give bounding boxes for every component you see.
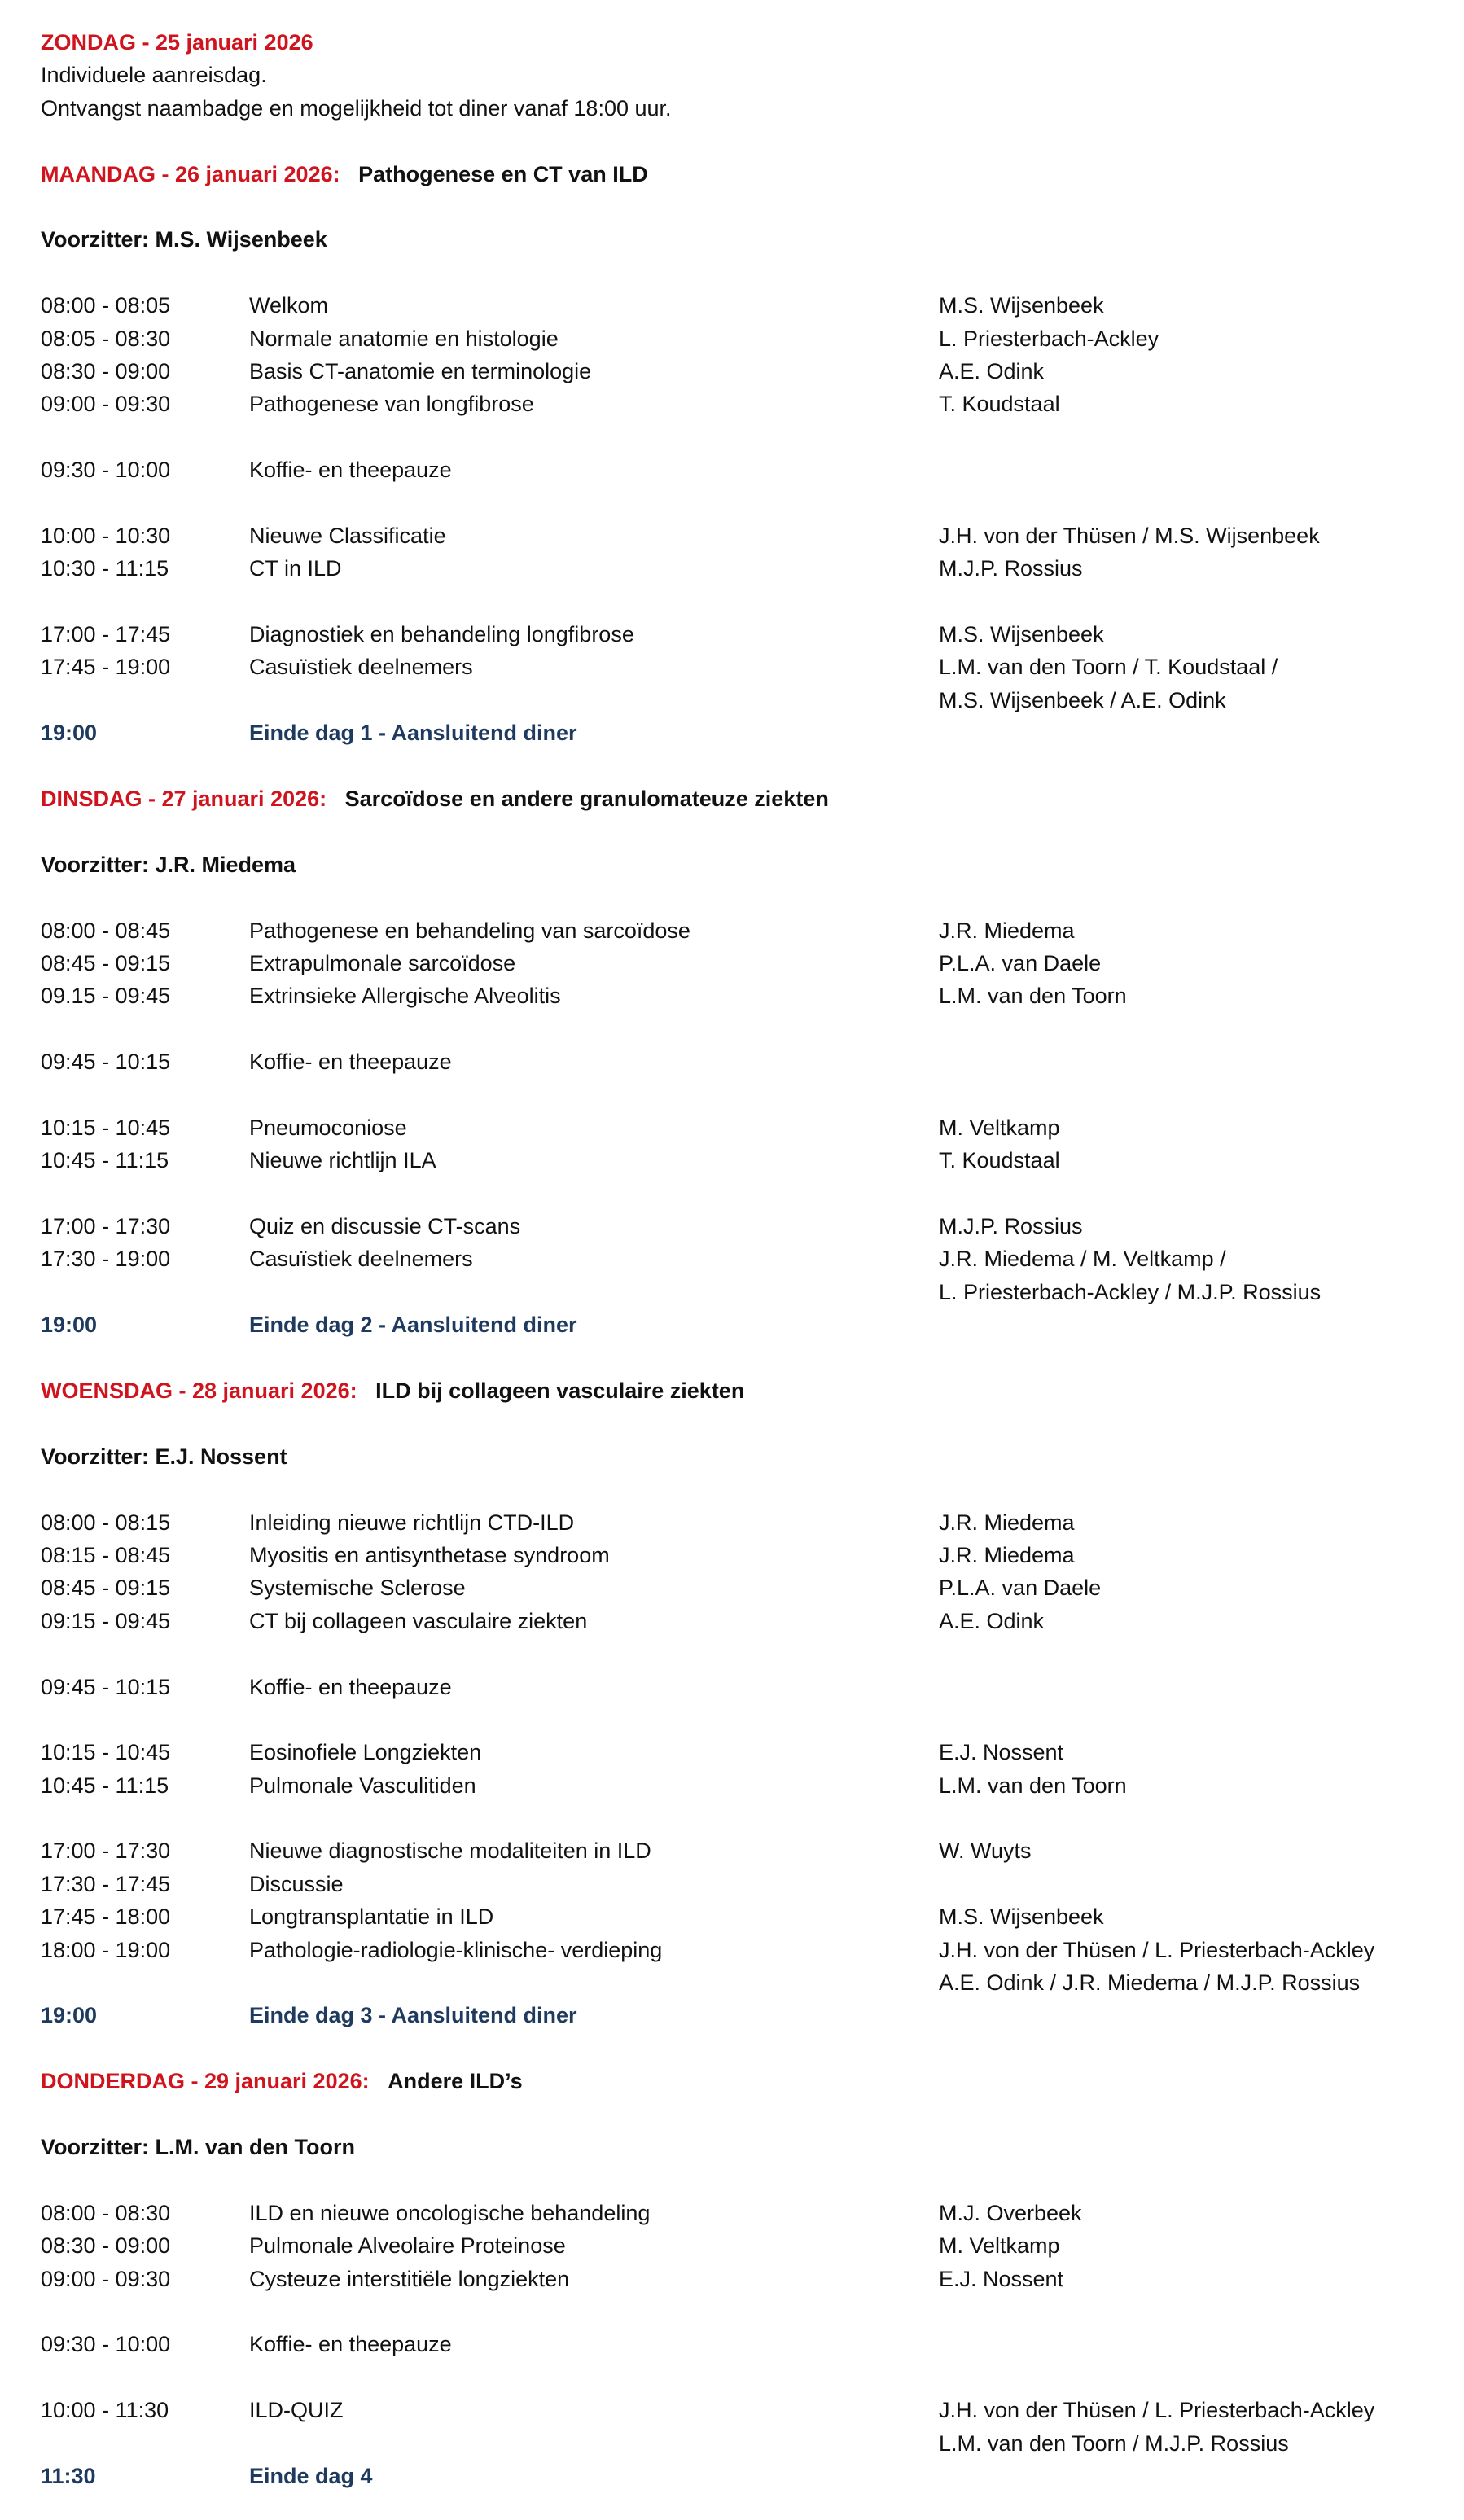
end-time: 11:30 [41,2463,96,2488]
end-label: Einde dag 3 - Aansluitend diner [249,2003,577,2028]
speaker: J.R. Miedema [939,1510,1075,1535]
session-title: Pneumoconiose [249,1115,407,1140]
spacer [41,1407,1425,1440]
schedule-row [41,914,1425,947]
spacer [41,1802,1425,1834]
chair: Voorzitter: J.R. Miedema [41,852,296,877]
time-slot: 08:00 - 08:45 [41,918,171,943]
speaker: J.H. von der Thüsen / M.S. Wijsenbeek [939,523,1320,548]
time-slot: 09:30 - 10:00 [41,2332,171,2357]
speaker: L.M. van den Toorn [939,1773,1127,1798]
speaker: M.J.P. Rossius [939,1214,1083,1239]
schedule-row [41,1966,1425,1999]
schedule-row [41,1242,1425,1275]
schedule-row [41,289,1425,322]
speaker: E.J. Nossent [939,2266,1064,2291]
schedule-row [41,1868,1425,1900]
day-date: MAANDAG - 26 januari 2026: [41,161,340,186]
speaker: L. Priesterbach-Ackley / M.J.P. Rossius [939,1279,1322,1304]
day-end-row [41,1999,1425,2031]
speaker: P.L.A. van Daele [939,950,1102,975]
speaker: E.J. Nossent [939,1740,1064,1765]
spacer [41,1013,1425,1045]
day-end-row [41,2460,1425,2492]
speaker: W. Wuyts [939,1839,1032,1864]
time-slot: 08:05 - 08:30 [41,326,171,351]
time-slot: 08:00 - 08:30 [41,2200,171,2225]
schedule-row [41,1736,1425,1768]
speaker: M.J.P. Rossius [939,556,1083,581]
schedule-row [41,322,1425,355]
time-slot: 09:15 - 09:45 [41,1608,171,1633]
speaker: J.H. von der Thüsen / L. Priesterbach-Ackley [939,1937,1375,1962]
session-title: Pathogenese en behandeling van sarcoïdose [249,918,690,943]
end-label: Einde dag 4 [249,2463,373,2488]
spacer [41,881,1425,914]
day-end-row [41,1308,1425,1341]
schedule-row [41,355,1425,388]
time-slot: 08:00 - 08:05 [41,293,171,318]
session-title: Pulmonale Vasculitiden [249,1773,476,1798]
spacer [41,1637,1425,1670]
schedule-row [41,1506,1425,1539]
day-section [41,1342,1425,2032]
spacer [41,1703,1425,1736]
speaker: L.M. van den Toorn / T. Koudstaal / [939,655,1278,680]
time-slot: 08:45 - 09:15 [41,950,171,975]
session-title: Cysteuze interstitiële longziekten [249,2266,570,2291]
schedule-row [41,1605,1425,1637]
session-title: Casuïstiek deelnemers [249,1247,473,1272]
time-slot: 08:30 - 09:00 [41,2233,171,2259]
schedule-row [41,947,1425,980]
session-title: CT bij collageen vasculaire ziekten [249,1608,588,1633]
schedule-row [41,1210,1425,1242]
spacer [41,1473,1425,1505]
day-date: DINSDAG - 27 januari 2026: [41,786,327,811]
session-title: Quiz en discussie CT-scans [249,1214,521,1239]
end-time: 19:00 [41,721,98,746]
spacer [41,585,1425,618]
time-slot: 10:30 - 11:15 [41,556,169,581]
end-time: 19:00 [41,1313,98,1338]
day-header-row [41,158,1425,191]
session-title: Extrapulmonale sarcoïdose [249,950,516,975]
day-theme: ILD bij collageen vasculaire ziekten [375,1378,745,1404]
schedule-row [41,618,1425,651]
speaker: P.L.A. van Daele [939,1576,1102,1601]
schedule-row [41,2394,1425,2426]
spacer [41,1177,1425,1210]
speaker: A.E. Odink [939,1608,1045,1633]
time-slot: 17:45 - 18:00 [41,1904,171,1930]
spacer [357,1378,376,1403]
day-header-row [41,782,1425,815]
spacer [41,421,1425,454]
session-title: Casuïstiek deelnemers [249,655,473,680]
end-time: 19:00 [41,2003,98,2028]
session-title: Nieuwe Classificatie [249,523,446,548]
time-slot: 08:45 - 09:15 [41,1576,171,1601]
session-title: Eosinofiele Longziekten [249,1740,482,1765]
time-slot: 09:45 - 10:15 [41,1050,171,1075]
schedule-row [41,1539,1425,1571]
speaker: M.S. Wijsenbeek [939,293,1104,318]
time-slot: 10:00 - 11:30 [41,2398,169,2423]
time-slot: 09:00 - 09:30 [41,392,171,417]
day-header-row [41,2065,1425,2097]
time-slot: 10:45 - 11:15 [41,1773,169,1798]
spacer [41,2032,1425,2065]
time-slot: 08:15 - 08:45 [41,1542,171,1567]
schedule-row [41,519,1425,552]
session-title: Diagnostiek en behandeling longfibrose [249,622,634,647]
session-title: ILD-QUIZ [249,2398,344,2423]
schedule-row [41,1834,1425,1867]
day-end-row [41,717,1425,749]
schedule-row [41,1111,1425,1144]
session-title: Inleiding nieuwe richtlijn CTD-ILD [249,1510,575,1535]
day-theme: Pathogenese en CT van ILD [358,161,648,186]
chair: Voorzitter: M.S. Wijsenbeek [41,227,327,252]
schedule-row [41,1769,1425,1802]
session-title: Nieuwe richtlijn ILA [249,1148,436,1173]
schedule-row [41,454,1425,486]
time-slot: 09:00 - 09:30 [41,2266,171,2291]
session-title: Welkom [249,293,329,318]
session-title: Normale anatomie en histologie [249,326,559,351]
session-title: Longtransplantatie in ILD [249,1904,494,1930]
spacer [41,1342,1425,1374]
spacer [41,815,1425,848]
chair: Voorzitter: E.J. Nossent [41,1444,287,1469]
intro-section [41,26,1425,125]
schedule-row [41,1900,1425,1933]
speaker: M. Veltkamp [939,2233,1060,2259]
speaker: M.S. Wijsenbeek / A.E. Odink [939,687,1226,712]
speaker: M.S. Wijsenbeek [939,622,1104,647]
session-title: CT in ILD [249,556,342,581]
day-header-row [41,1374,1425,1407]
time-slot: 17:45 - 19:00 [41,655,171,680]
schedule-row [41,1144,1425,1177]
schedule-row [41,2197,1425,2229]
time-slot: 09:45 - 10:15 [41,1674,171,1699]
time-slot: 17:30 - 19:00 [41,1247,171,1272]
schedule-row [41,2328,1425,2360]
speaker: A.E. Odink / J.R. Miedema / M.J.P. Rossius [939,1970,1361,1996]
spacer [41,750,1425,782]
schedule-row [41,2427,1425,2460]
spacer [41,2361,1425,2394]
time-slot: 18:00 - 19:00 [41,1937,171,1962]
session-title: Myositis en antisynthetase syndroom [249,1542,610,1567]
schedule-row [41,1671,1425,1703]
time-slot: 17:30 - 17:45 [41,1871,171,1896]
spacer [41,191,1425,223]
speaker: J.R. Miedema [939,1542,1075,1567]
session-title: ILD en nieuwe oncologische behandeling [249,2200,651,2225]
day-section [41,2032,1425,2492]
program-document [41,26,1425,2492]
end-label: Einde dag 1 - Aansluitend diner [249,721,577,746]
speaker: T. Koudstaal [939,392,1060,417]
session-title: Koffie- en theepauze [249,2332,452,2357]
time-slot: 10:45 - 11:15 [41,1148,169,1173]
session-title: Discussie [249,1871,344,1896]
schedule-row [41,1571,1425,1604]
schedule-row [41,552,1425,585]
spacer [41,256,1425,289]
day-date: DONDERDAG - 29 januari 2026: [41,2069,370,2094]
intro-line: Ontvangst naambadge en mogelijkheid tot diner vanaf 18:00 uur. [41,95,672,121]
day-section [41,750,1425,1342]
session-title: Nieuwe diagnostische modaliteiten in ILD [249,1839,651,1864]
speaker: L. Priesterbach-Ackley [939,326,1159,351]
spacer [370,2069,388,2093]
spacer [41,2098,1425,2131]
schedule-row [41,1934,1425,1966]
chair: Voorzitter: L.M. van den Toorn [41,2135,355,2159]
time-slot: 09.15 - 09:45 [41,984,171,1009]
schedule-row [41,2263,1425,2295]
speaker: J.R. Miedema / M. Veltkamp / [939,1247,1226,1272]
session-title: Koffie- en theepauze [249,1674,452,1699]
spacer [41,2295,1425,2328]
intro-header: ZONDAG - 25 januari 2026 [41,30,313,55]
session-title: Systemische Sclerose [249,1576,466,1601]
speaker: M.J. Overbeek [939,2200,1082,2225]
speaker: L.M. van den Toorn [939,984,1127,1009]
day-theme: Sarcoïdose en andere granulomateuze ziekten [344,786,829,811]
speaker: T. Koudstaal [939,1148,1060,1173]
speaker: M.S. Wijsenbeek [939,1904,1104,1930]
speaker: M. Veltkamp [939,1115,1060,1140]
time-slot: 17:00 - 17:30 [41,1214,171,1239]
time-slot: 09:30 - 10:00 [41,458,171,483]
schedule-row [41,980,1425,1012]
schedule-row [41,1045,1425,1078]
spacer [327,787,345,811]
day-date: WOENSDAG - 28 januari 2026: [41,1378,357,1404]
session-title: Basis CT-anatomie en terminologie [249,358,592,383]
schedule-row [41,1276,1425,1308]
session-title: Pulmonale Alveolaire Proteinose [249,2233,566,2259]
intro-line: Individuele aanreisdag. [41,63,267,88]
spacer [41,1079,1425,1111]
time-slot: 08:30 - 09:00 [41,358,171,383]
spacer [41,2163,1425,2196]
spacer [41,125,1425,157]
speaker: L.M. van den Toorn / M.J.P. Rossius [939,2430,1289,2456]
time-slot: 10:00 - 10:30 [41,523,171,548]
spacer [41,486,1425,519]
session-title: Koffie- en theepauze [249,1050,452,1075]
session-title: Pathogenese van longfibrose [249,392,534,417]
schedule-row [41,684,1425,717]
session-title: Pathologie-radiologie-klinische- verdieping [249,1937,663,1962]
day-theme: Andere ILD’s [388,2069,523,2094]
days-container [41,125,1425,2492]
spacer [340,162,359,186]
schedule-row [41,388,1425,420]
schedule-row [41,651,1425,683]
end-label: Einde dag 2 - Aansluitend diner [249,1313,577,1338]
session-title: Extrinsieke Allergische Alveolitis [249,984,561,1009]
speaker: J.R. Miedema [939,918,1075,943]
schedule-row [41,2229,1425,2262]
time-slot: 17:00 - 17:30 [41,1839,171,1864]
speaker: J.H. von der Thüsen / L. Priesterbach-Ackley [939,2398,1375,2423]
day-section [41,125,1425,749]
speaker: A.E. Odink [939,358,1045,383]
session-title: Koffie- en theepauze [249,458,452,483]
time-slot: 10:15 - 10:45 [41,1740,171,1765]
time-slot: 10:15 - 10:45 [41,1115,171,1140]
time-slot: 17:00 - 17:45 [41,622,171,647]
time-slot: 08:00 - 08:15 [41,1510,171,1535]
